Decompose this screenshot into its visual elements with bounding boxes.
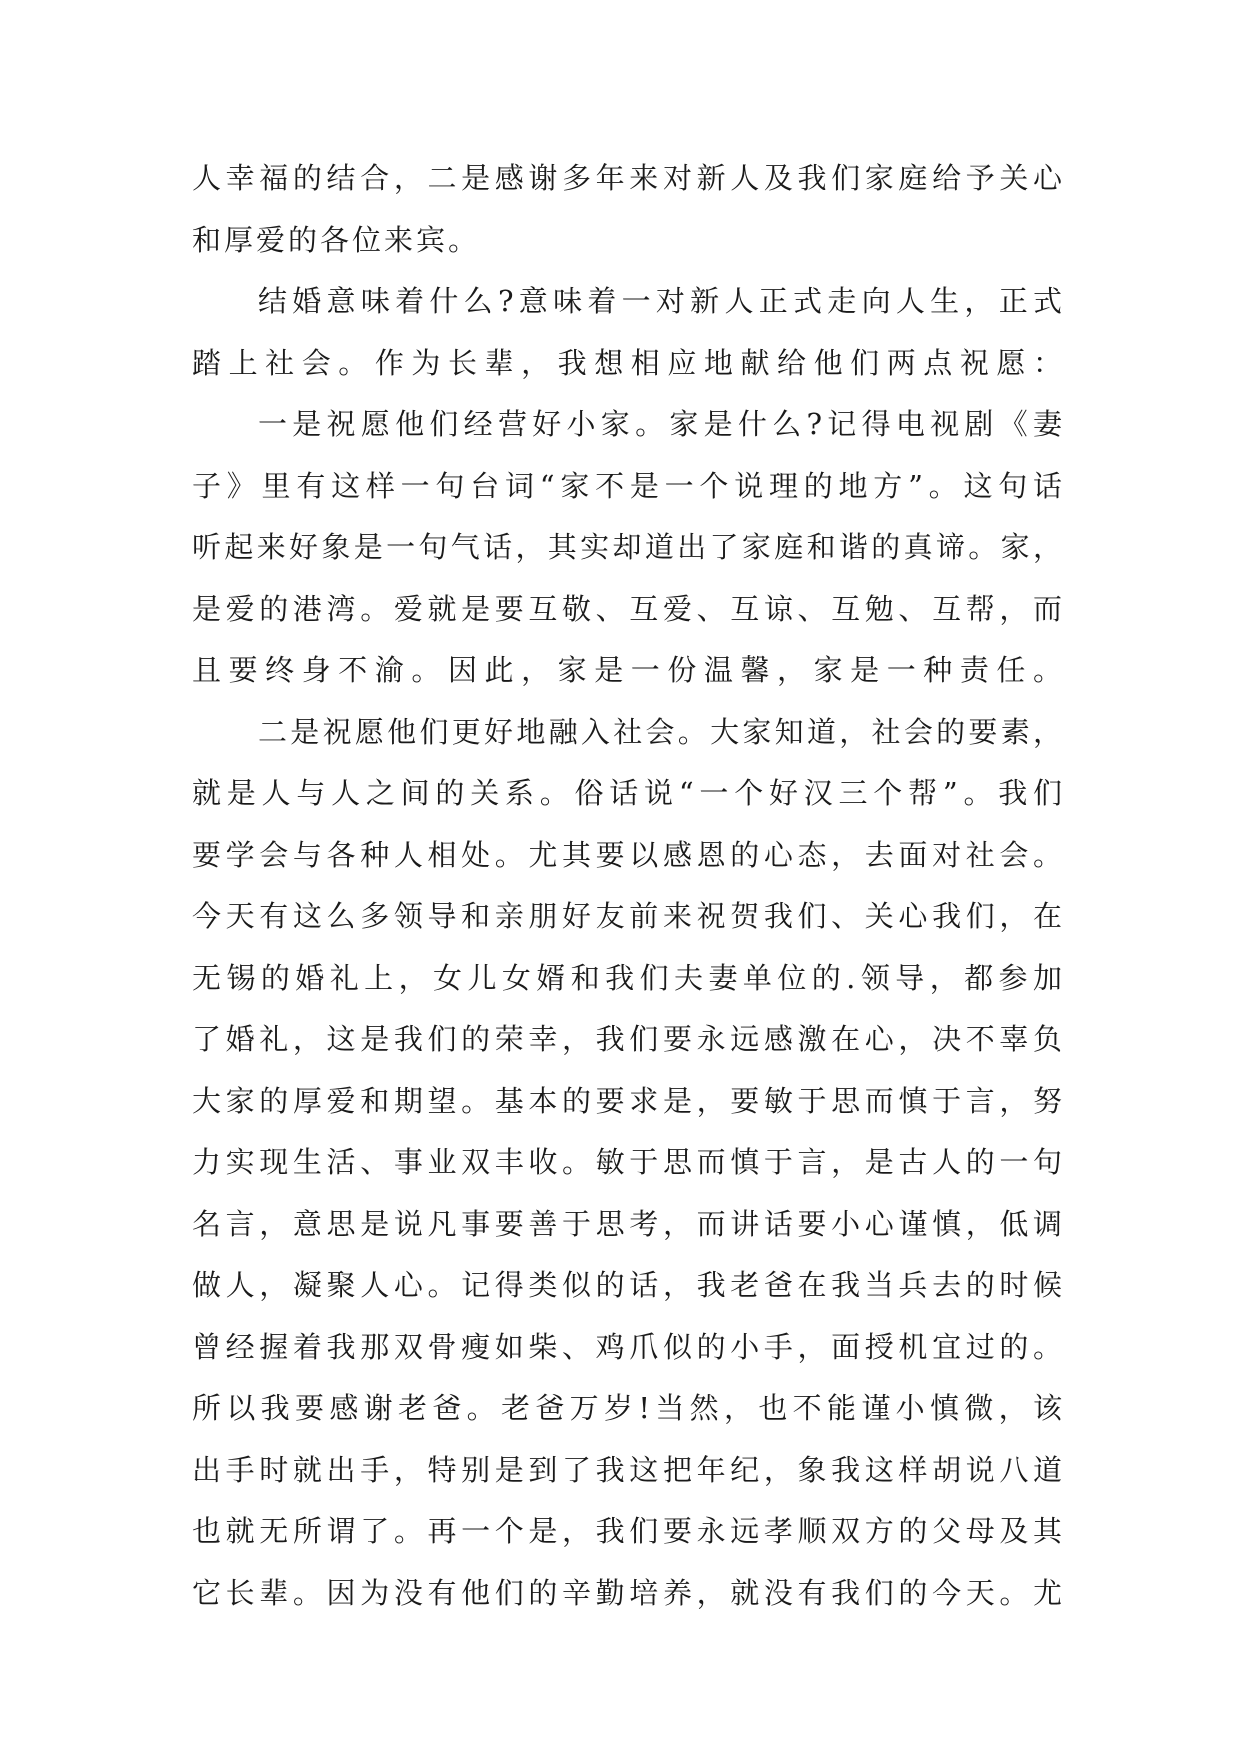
text-line: 且要终身不渝。因此，家是一份温馨，家是一种责任。 [192,653,1062,687]
document-body [192,148,1062,1624]
text-line: 人幸福的结合，二是感谢多年来对新人及我们家庭给予关心 [192,161,1062,195]
text-line: 它长辈。因为没有他们的辛勤培养，就没有我们的今天。尤 [192,1575,1062,1610]
text-line: 子》里有这样一句台词“家不是一个说理的地方”。这句话 [192,468,1062,503]
text-line: 名言，意思是说凡事要善于思考，而讲话要小心谨慎，低调 [192,1206,1062,1241]
text-line: 听起来好象是一句气话，其实却道出了家庭和谐的真谛。家， [192,530,1062,564]
text-line: 要学会与各种人相处。尤其要以感恩的心态，去面对社会。 [192,837,1062,872]
text-line: 是爱的港湾。爱就是要互敬、互爱、互谅、互勉、互帮，而 [192,591,1062,626]
text-line: 就是人与人之间的关系。俗话说“一个好汉三个帮”。我们 [192,776,1062,810]
paragraph-first-line: 二是祝愿他们更好地融入社会。大家知道，社会的要素， [258,714,1062,749]
text-line: 做人，凝聚人心。记得类似的话，我老爸在我当兵去的时候 [192,1268,1062,1302]
text-line: 力实现生活、事业双丰收。敏于思而慎于言，是古人的一句 [192,1145,1062,1179]
text-line: 曾经握着我那双骨瘦如柴、鸡爪似的小手，面授机宜过的。 [192,1329,1062,1364]
text-line: 无锡的婚礼上，女儿女婿和我们夫妻单位的.领导，都参加 [192,960,1062,995]
text-line: 今天有这么多领导和亲朋好友前来祝贺我们、关心我们，在 [192,899,1062,933]
text-line: 出手时就出手，特别是到了我这把年纪，象我这样胡说八道 [192,1452,1062,1487]
text-line: 了婚礼，这是我们的荣幸，我们要永远感激在心，决不辜负 [192,1022,1062,1056]
text-line: 也就无所谓了。再一个是，我们要永远孝顺双方的父母及其 [192,1514,1062,1548]
text-line: 和厚爱的各位来宾。 [192,222,481,257]
text-line: 大家的厚爱和期望。基本的要求是，要敏于思而慎于言，努 [192,1083,1062,1118]
paragraph-first-line: 一是祝愿他们经营好小家。家是什么?记得电视剧《妻 [258,407,1062,441]
paragraph-first-line: 结婚意味着什么?意味着一对新人正式走向人生，正式 [258,284,1062,318]
text-line: 踏上社会。作为长辈，我想相应地献给他们两点祝愿： [192,345,1062,380]
text-line: 所以我要感谢老爸。老爸万岁!当然，也不能谨小慎微，该 [192,1391,1062,1425]
